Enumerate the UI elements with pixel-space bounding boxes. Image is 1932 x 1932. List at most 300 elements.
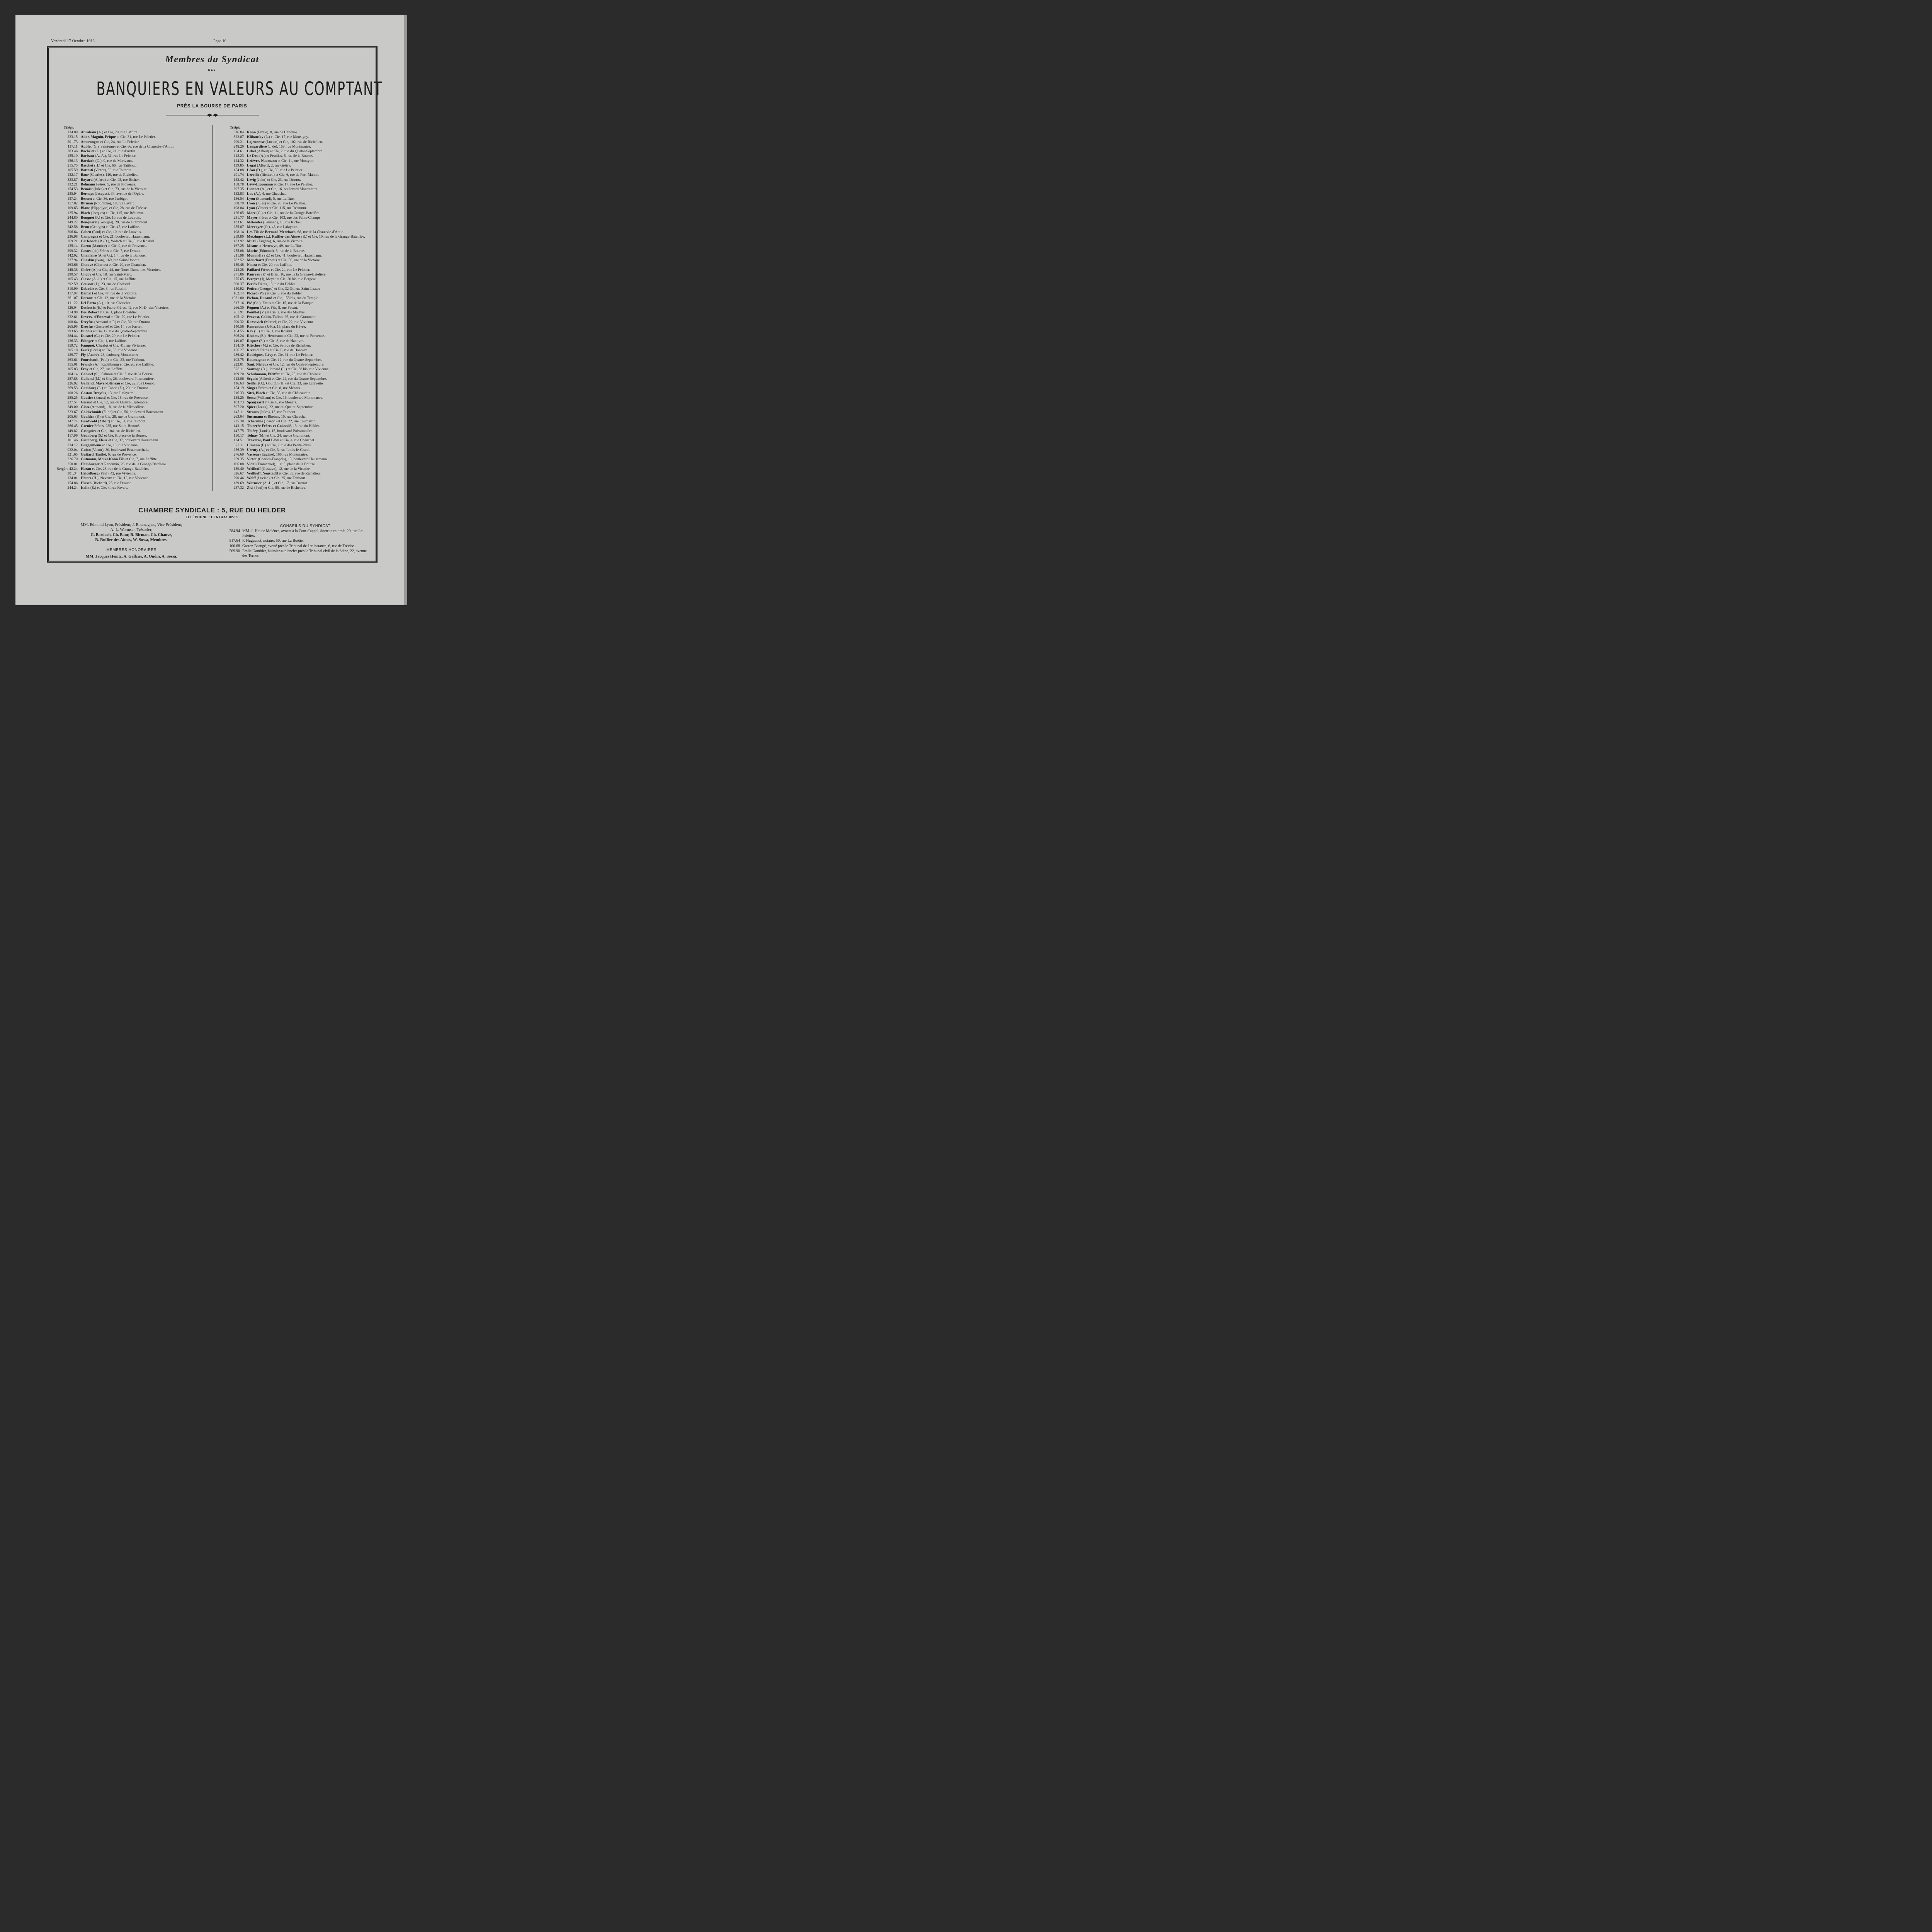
member-phone: 227.54 — [67, 400, 78, 405]
member-name: Roumagnac — [247, 357, 266, 362]
member-name: Ducatel — [81, 334, 93, 338]
member-phone: 308.79 — [233, 201, 244, 206]
member-name: Lyon — [247, 206, 255, 211]
member-phone: 285.25 — [67, 395, 78, 400]
member-phone: 142.02 — [67, 253, 78, 258]
honoraires-heading: MEMBRES HONORAIRES — [106, 548, 156, 552]
member-name: Gautier — [81, 395, 94, 400]
member-row — [229, 325, 391, 329]
member-phone: 287.88 — [67, 376, 78, 381]
member-phone: 206.64 — [67, 230, 78, 234]
member-address: (Rodolphe), 18, rue Favart. — [93, 201, 135, 206]
member-address: (Georges) et Cie, 47, rue Laffitte. — [89, 225, 140, 230]
member-name: Battesti — [81, 168, 93, 173]
member-row — [229, 334, 391, 338]
member-name: Franck — [81, 362, 93, 367]
member-phone: 159.48 — [233, 263, 244, 267]
member-name: Ador, Magnin, Prique — [81, 135, 116, 139]
member-row — [63, 192, 225, 196]
member-address: (F.) et Cie, 2, rue des Petits-Pères. — [260, 443, 312, 447]
member-row — [229, 220, 391, 225]
member-address: et Cie, 4, rue Chauchat. — [279, 438, 315, 443]
member-phone: 154.88 — [233, 168, 244, 173]
member-name: Dubois — [81, 329, 92, 334]
title-banquiers: BANQUIERS EN VALEURS AU COMPTANT — [96, 78, 383, 100]
member-name: Fourchault — [81, 357, 99, 362]
member-phone: 117.96 — [67, 434, 78, 438]
member-address: (A.) et Cie, 3, rue Louis-le-Grand. — [258, 447, 311, 452]
member-address: (A.) et Fils, 8, rue Favart. — [259, 305, 298, 310]
member-phone: 137.24 — [67, 196, 78, 201]
member-phone: 158.78 — [233, 182, 244, 187]
member-name: Tchernine — [247, 419, 263, 424]
member-row — [63, 452, 225, 457]
member-name: Italin — [81, 485, 90, 490]
member-phone: 138.25 — [233, 395, 244, 400]
member-row — [229, 268, 391, 272]
member-row — [63, 462, 225, 467]
member-address: (L.) et Cie, 1, rue Rossini. — [253, 329, 293, 334]
member-address: (Albert), 2, rue Grétry. — [256, 163, 291, 168]
member-address: (Paul), 42, rue Vivienne. — [98, 471, 136, 476]
member-row — [63, 353, 225, 357]
member-row — [229, 310, 391, 315]
member-address: Fils et Cie, 7, rue Laffitte. — [118, 457, 158, 462]
member-phone: 109.20 — [233, 372, 244, 376]
member-phone: 108.26 — [67, 391, 78, 395]
member-address: (Louis), 15, boulevard Poissonnière. — [257, 429, 313, 433]
member-phone: 233.15 — [67, 135, 78, 139]
member-name: Gringoire — [81, 429, 97, 433]
chambre-telephone: TÉLÉPHONE : CENTRAL 82-59 — [185, 515, 239, 519]
member-row — [229, 481, 391, 486]
member-name: Spanjaard — [247, 400, 264, 405]
member-name: Goulden — [81, 414, 95, 419]
member-row — [63, 410, 225, 415]
member-phone: 101.46 — [67, 438, 78, 443]
member-phone: 154.53 — [67, 187, 78, 192]
member-row — [63, 457, 225, 462]
member-name: Chauve — [81, 263, 93, 267]
member-name: Grunberg, Fleur — [81, 438, 107, 443]
member-row — [229, 429, 391, 434]
member-phone: 283.46 — [67, 149, 78, 154]
bureau-line: G. Bardach, Ch. Baur, R. Birman, Ch. Chauve, — [90, 533, 172, 537]
member-name: Thiéry — [247, 429, 258, 433]
member-phone: 126.85 — [233, 211, 244, 215]
member-row — [63, 391, 225, 396]
bureau-list — [58, 522, 205, 543]
member-address: (Ernest) et Cie, 56, rue de la Victoire. — [264, 258, 321, 263]
member-phone: 249.00 — [67, 405, 78, 410]
member-row — [63, 163, 225, 168]
column-heading: Téléph. — [64, 126, 75, 129]
member-address: (J), Meyer et Cie, 30 bis, rue Bergère. — [259, 277, 317, 282]
member-address: (A.), 4, rue Chauchat. — [253, 192, 287, 196]
member-address: et Cie, 85, rue de Richelieu. — [278, 471, 321, 476]
member-address: (de) Frères et Cie, 7, rue Drouot. — [91, 248, 141, 253]
member-row — [229, 282, 391, 287]
member-name: Vidal — [247, 462, 256, 466]
member-address: (Charles), 110, rue de Richelieu. — [89, 173, 139, 177]
member-address: (A.) et Feuillas, 5, rue de la Bourse. — [258, 154, 313, 158]
member-row — [63, 443, 225, 448]
title-bourse: PRÈS LA BOURSE DE PARIS — [177, 104, 247, 109]
member-name: Chopy — [81, 272, 92, 277]
member-row — [229, 443, 391, 448]
member-row — [63, 145, 225, 149]
member-phone: 116.63 — [233, 381, 244, 386]
member-row — [63, 481, 225, 486]
member-name: Baschet — [81, 163, 94, 168]
member-name: Heidelberg — [81, 471, 99, 476]
member-phone: 326.67 — [233, 471, 244, 476]
conseil-text: Emile Gambier, huissier-audiencier près le Tribunal civil de la Seine, 22, avenue des Ternes. — [242, 549, 367, 558]
member-phone: 112.06 — [233, 376, 244, 381]
member-phone: 256.39 — [233, 447, 244, 452]
member-row — [63, 258, 225, 263]
member-address: et Cie, 1, place Boïeldieu. — [99, 310, 139, 315]
member-phone: 266.30 — [233, 305, 244, 310]
member-address: (Georges) et Cie, 32-34, rue Saint-Lazare. — [257, 286, 321, 291]
member-address: et Cie, 8, rue Ménars. — [264, 400, 297, 405]
member-row — [229, 348, 391, 353]
honoraires-list: MM. Jacques Heintz, A. Gallcier, A. Oudin, A. Sossa. — [85, 554, 177, 559]
member-row — [229, 187, 391, 192]
member-name: Lionnet — [247, 187, 260, 192]
member-name: Fly — [81, 353, 86, 357]
member-name: Victor — [247, 457, 257, 462]
member-phone: 323.87 — [67, 177, 78, 182]
member-address: (Gustave), 12, rue de la Victoire. — [260, 466, 311, 471]
member-address: (J.-R.), 15, place du Hâvre. — [264, 324, 306, 329]
member-name: Rey — [247, 329, 253, 334]
member-name: Thierrée Frères et Goissedé — [247, 424, 291, 429]
member-row — [229, 306, 391, 310]
member-name: Caron — [81, 244, 91, 248]
member-name: Paillard — [247, 267, 260, 272]
member-row — [229, 344, 391, 348]
member-row — [63, 244, 225, 248]
member-phone: 215.75 — [67, 163, 78, 168]
member-row — [63, 315, 225, 320]
conseil-phone: 100.68 — [229, 544, 240, 548]
member-address: (Louis) et Cie, 53, rue Vivienne. — [89, 348, 139, 353]
member-name: Desfossés — [81, 305, 96, 310]
conseils-list — [226, 529, 371, 559]
member-name: Brun — [81, 225, 89, 230]
member-phone: 232.61 — [67, 315, 78, 320]
member-phone: 317.16 — [233, 301, 244, 305]
member-address: (R.-D.), Walsch et Cie, 8, rue Rossini. — [97, 239, 155, 244]
member-phone: 156.27 — [233, 348, 244, 353]
member-name: Gradwohl — [81, 419, 97, 424]
member-name: Del Porto — [81, 301, 96, 305]
member-address: (A.) et Cie, 20, rue Laffitte. — [96, 130, 138, 134]
conseil-phone: 509.90 — [229, 549, 240, 553]
member-name: Bloch — [81, 211, 90, 215]
member-address: et Cie, 12, rue du Quatre-Septembre. — [92, 400, 149, 405]
member-phone: 286.42 — [233, 353, 244, 357]
member-phone: 124.32 — [233, 158, 244, 163]
member-row — [63, 367, 225, 372]
member-phone: 222.01 — [233, 362, 244, 367]
member-name: Picard — [247, 291, 258, 296]
member-name: Momméja — [247, 253, 264, 258]
member-phone: 108.14 — [233, 230, 244, 234]
member-address: (Edmond), 5, rue Laffitte. — [255, 196, 295, 201]
member-name: Le Dru — [247, 154, 259, 158]
member-name: Sussmann — [247, 414, 264, 419]
member-name: Mouchard — [247, 258, 264, 263]
member-row — [229, 211, 391, 216]
title-membres: Membres du Syndicat — [165, 54, 259, 65]
member-name: Galland, Mayer-Bléneau — [81, 381, 120, 386]
member-phone: 117.11 — [68, 144, 78, 149]
member-name: Klibansky — [247, 135, 264, 139]
member-row — [63, 206, 225, 211]
member-name: Kann — [247, 130, 256, 134]
member-name: Guitard — [81, 452, 94, 457]
member-row — [229, 291, 391, 296]
member-row — [229, 353, 391, 357]
member-row — [229, 277, 391, 282]
member-address: et Rheims, 10, rue Chauchat. — [263, 414, 308, 419]
member-name: Coussat — [81, 282, 94, 286]
member-row — [229, 386, 391, 391]
member-address: et Cie, 37, boulevard Haussmann. — [107, 438, 159, 443]
member-phone: 328.11 — [233, 367, 244, 372]
member-address: (E.), Herrmann et Cie, 23, rue de Provence. — [259, 334, 325, 338]
member-name: Lévy-Lippmann — [247, 182, 273, 187]
member-address: et Cie, 1, rue Laffitte. — [94, 338, 127, 343]
member-row — [229, 244, 391, 248]
member-row — [63, 182, 225, 187]
member-row — [229, 192, 391, 196]
member-name: Devers, d'Enneval — [81, 315, 110, 320]
member-row — [63, 201, 225, 206]
member-phone: 132.17 — [67, 173, 78, 177]
member-name: Goldschmidt — [81, 410, 102, 414]
member-name: Chéré — [81, 267, 91, 272]
member-phone: 111.22 — [68, 301, 78, 305]
member-address: et Cie, 36, rue Turbigo. — [92, 196, 128, 201]
member-address: (A.), 10, rue Chauchat. — [96, 301, 132, 305]
member-row — [229, 159, 391, 163]
conseil-text: MM. J.-Hte de Molènes, avocat à la Cour d'appel, docteur en droit, 20, rue Le Peletier. — [242, 529, 363, 538]
member-address: (A.-J.) et Cie, 15, rue Laffitte. — [91, 277, 137, 282]
member-address: Frères, 15, rue du Helder. — [257, 282, 296, 286]
member-phone: 156.13 — [67, 158, 78, 163]
member-phone: 290.46 — [233, 476, 244, 481]
member-name: Naura — [247, 263, 257, 267]
member-address: (R.) et Cie, 41, boulevard Haussmann. — [263, 253, 322, 258]
member-name: Guion — [81, 447, 91, 452]
member-name: Grunberg — [81, 434, 97, 438]
member-name: Lyon — [247, 196, 255, 201]
member-name: Vasseur — [247, 452, 260, 457]
member-address: (S.) et Cie, 8, place de la Bourse. — [97, 434, 147, 438]
member-phone: 299.21 — [233, 139, 244, 144]
chambre-title: CHAMBRE SYNDICALE : 5, RUE DU HELDER — [138, 507, 286, 514]
member-name: Razsovich — [247, 320, 263, 324]
member-address: et Cie, 27, rue Laffitte. — [88, 367, 124, 372]
member-address: et Cie, 18, rue Vivienne. — [101, 443, 139, 447]
member-name: Chanlaire — [81, 253, 97, 258]
member-address: Frères et Cie, 24, rue Le Peletier. — [260, 267, 310, 272]
member-address: et Cie, 22, rue Drouot. — [120, 381, 155, 386]
member-name: Dreyfus — [81, 320, 94, 324]
member-name: Gutmann, Morel-Kahn — [81, 457, 118, 462]
member-row — [63, 476, 225, 481]
member-row — [63, 424, 225, 429]
member-address: et Renouvin, 26, rue de la Grange-Batelière. — [99, 462, 167, 466]
member-address: (Charles) et Cie, 20, rue Chauchat. — [93, 263, 146, 267]
member-name: Benoist — [81, 187, 93, 192]
member-phone: 225.30 — [233, 419, 244, 424]
member-address: (L.) et Canon (E.), 20, rue Drouot. — [96, 386, 149, 391]
member-address: (Richard), 25, rue Drouot. — [91, 481, 132, 485]
member-row — [63, 149, 225, 154]
member-name: Metzinger (L.), Ruffier des Aimes — [247, 234, 301, 239]
member-address: , 68, rue de la Chaussée-d'Antin. — [295, 230, 344, 234]
members-list-left — [56, 130, 225, 490]
member-row — [229, 201, 391, 206]
member-phone: 133.61 — [233, 220, 244, 225]
member-address: et Cie, 38, rue de Châteaudun. — [265, 391, 311, 395]
member-address: (P.) et Cie, 28, rue de Grammont. — [94, 414, 145, 419]
member-phone: 154.10 — [233, 343, 244, 348]
member-address: (André), 28, faubourg Montmartre. — [86, 353, 139, 357]
member-row — [229, 263, 391, 267]
member-phone: 231.77 — [233, 215, 244, 220]
member-name: Gaston-Dreyfus — [81, 391, 106, 395]
member-name: Mervoyer — [247, 225, 263, 230]
member-row — [63, 291, 225, 296]
member-phone: 140.56 — [233, 324, 244, 329]
member-address: (Lucien) et Cie, 102, rue de Richelieu. — [264, 139, 323, 144]
member-address: (Eugène), 166, rue Montmartre. — [259, 452, 308, 457]
member-name: Classe — [81, 277, 91, 282]
member-row — [63, 320, 225, 325]
member-phone: 244.24 — [67, 485, 78, 490]
member-row — [229, 457, 391, 462]
member-address: (G.) et Cie, 29, rue Le Peletier. — [93, 334, 140, 338]
member-phone: 216.33 — [233, 391, 244, 395]
member-row — [229, 471, 391, 476]
member-address: (William) et Cie, 16, boulevard Montmartre. — [255, 395, 323, 400]
member-address: (Alfred) et Cie, 45, rue Richer. — [92, 177, 140, 182]
member-address: (Edmond), 3, rue de la Bourse. — [257, 248, 305, 253]
member-address: Frères et Cie, 103, rue des Petits-Champs. — [257, 215, 321, 220]
members-column-left — [56, 125, 225, 490]
member-name: Ferri — [81, 348, 89, 353]
conseil-entry — [226, 529, 371, 538]
member-phone: 269.53 — [67, 386, 78, 391]
member-name: Campagna — [81, 234, 99, 239]
member-phone: 105.12 — [233, 315, 244, 320]
member-name: Pereyre — [247, 277, 259, 282]
member-name: Dabadie — [81, 286, 94, 291]
member-row — [63, 486, 225, 490]
member-phone: 104.14 — [67, 372, 78, 376]
member-row — [229, 225, 391, 230]
member-name: Sitri, Bloch — [247, 391, 265, 395]
member-phone: 236.98 — [67, 234, 78, 239]
member-phone: 269.21 — [67, 239, 78, 244]
member-row — [63, 344, 225, 348]
member-address: (A. et G.), 14, rue de la Banque. — [97, 253, 146, 258]
running-head — [51, 39, 372, 44]
member-row — [63, 372, 225, 377]
member-address: (Louis), 22, rue du Quatre-Septembre. — [255, 405, 314, 410]
member-address: (Jacques) et Cie, 115, rue Réaumur. — [90, 211, 145, 215]
member-phone: 155.01 — [67, 362, 78, 367]
member-address: (Richard) et Cie, 6, rue de Port-Mahon. — [259, 173, 320, 177]
member-address: (D.), et Cie, 30, rue Le Peletier. — [255, 168, 303, 173]
member-address: (A.) et Cie, 44, rue Notre-Dame-des-Victoires. — [90, 267, 162, 272]
conseil-entry — [226, 539, 371, 543]
member-phone: 205.63 — [67, 414, 78, 419]
member-address: et Cie, 47, rue de la Victoire. — [93, 291, 138, 296]
member-name: Weilhoff — [247, 466, 261, 471]
member-phone: 226.70 — [67, 457, 78, 462]
conseil-phone: 517.64 — [229, 539, 240, 543]
member-phone: 211.98 — [233, 253, 244, 258]
member-phone: 265.95 — [67, 324, 78, 329]
member-row — [229, 249, 391, 253]
member-address: et Cie, 21, boulevard Haussmann. — [98, 234, 150, 239]
conseil-text: Gaston Beaugé, avoué près le Tribunal de 1re instance, 6, rue de Trévise. — [242, 544, 355, 548]
member-row — [63, 405, 225, 410]
member-phone: 205.18 — [67, 348, 78, 353]
member-row — [63, 429, 225, 434]
member-address: (H.), Neveux et Cie, 12, rue Vivienne. — [91, 476, 150, 481]
member-name: Lerville — [247, 173, 260, 177]
member-phone: 261.07 — [67, 296, 78, 301]
member-phone: 322.87 — [233, 135, 244, 139]
member-address: (Emmanuel), 1 et 3, place de la Bourse. — [255, 462, 316, 466]
member-address: et Cie, 25, rue de Choiseul. — [280, 372, 322, 376]
member-address: (E.) et Cie, 8, rue de Hanovre. — [258, 338, 304, 343]
member-phone: 132.42 — [233, 177, 244, 182]
member-row — [63, 434, 225, 438]
member-address: (E.) et Cie, 4, rue Favart. — [89, 485, 128, 490]
member-row — [63, 235, 225, 239]
member-name: Aublet — [81, 144, 92, 149]
member-phone: 248.20 — [233, 144, 244, 149]
member-name: Ulmann — [247, 443, 260, 447]
member-address: (O.), 43, rue Lafayette. — [262, 225, 298, 230]
member-row — [229, 438, 391, 443]
member-row — [63, 396, 225, 400]
conseil-text: F. Huguenot, notaire, 50, rue La Boëtie. — [242, 539, 304, 543]
member-name: Seiller — [247, 381, 257, 386]
member-name: Blanc — [81, 206, 90, 211]
member-row — [63, 358, 225, 362]
member-address: (O.), Gourdin (H.) et Cie, 33, rue Lafayette. — [257, 381, 324, 386]
member-phone: 282.52 — [233, 258, 244, 263]
member-phone: 157.02 — [67, 201, 78, 206]
member-row — [63, 140, 225, 145]
member-row — [63, 187, 225, 192]
member-phone: 124.51 — [233, 438, 244, 443]
member-address: (G.), 9, rue de Marivaux. — [94, 158, 133, 163]
member-phone: 271.86 — [233, 272, 244, 277]
member-row — [229, 467, 391, 471]
member-row — [229, 168, 391, 173]
member-name: Sossa — [247, 395, 256, 400]
